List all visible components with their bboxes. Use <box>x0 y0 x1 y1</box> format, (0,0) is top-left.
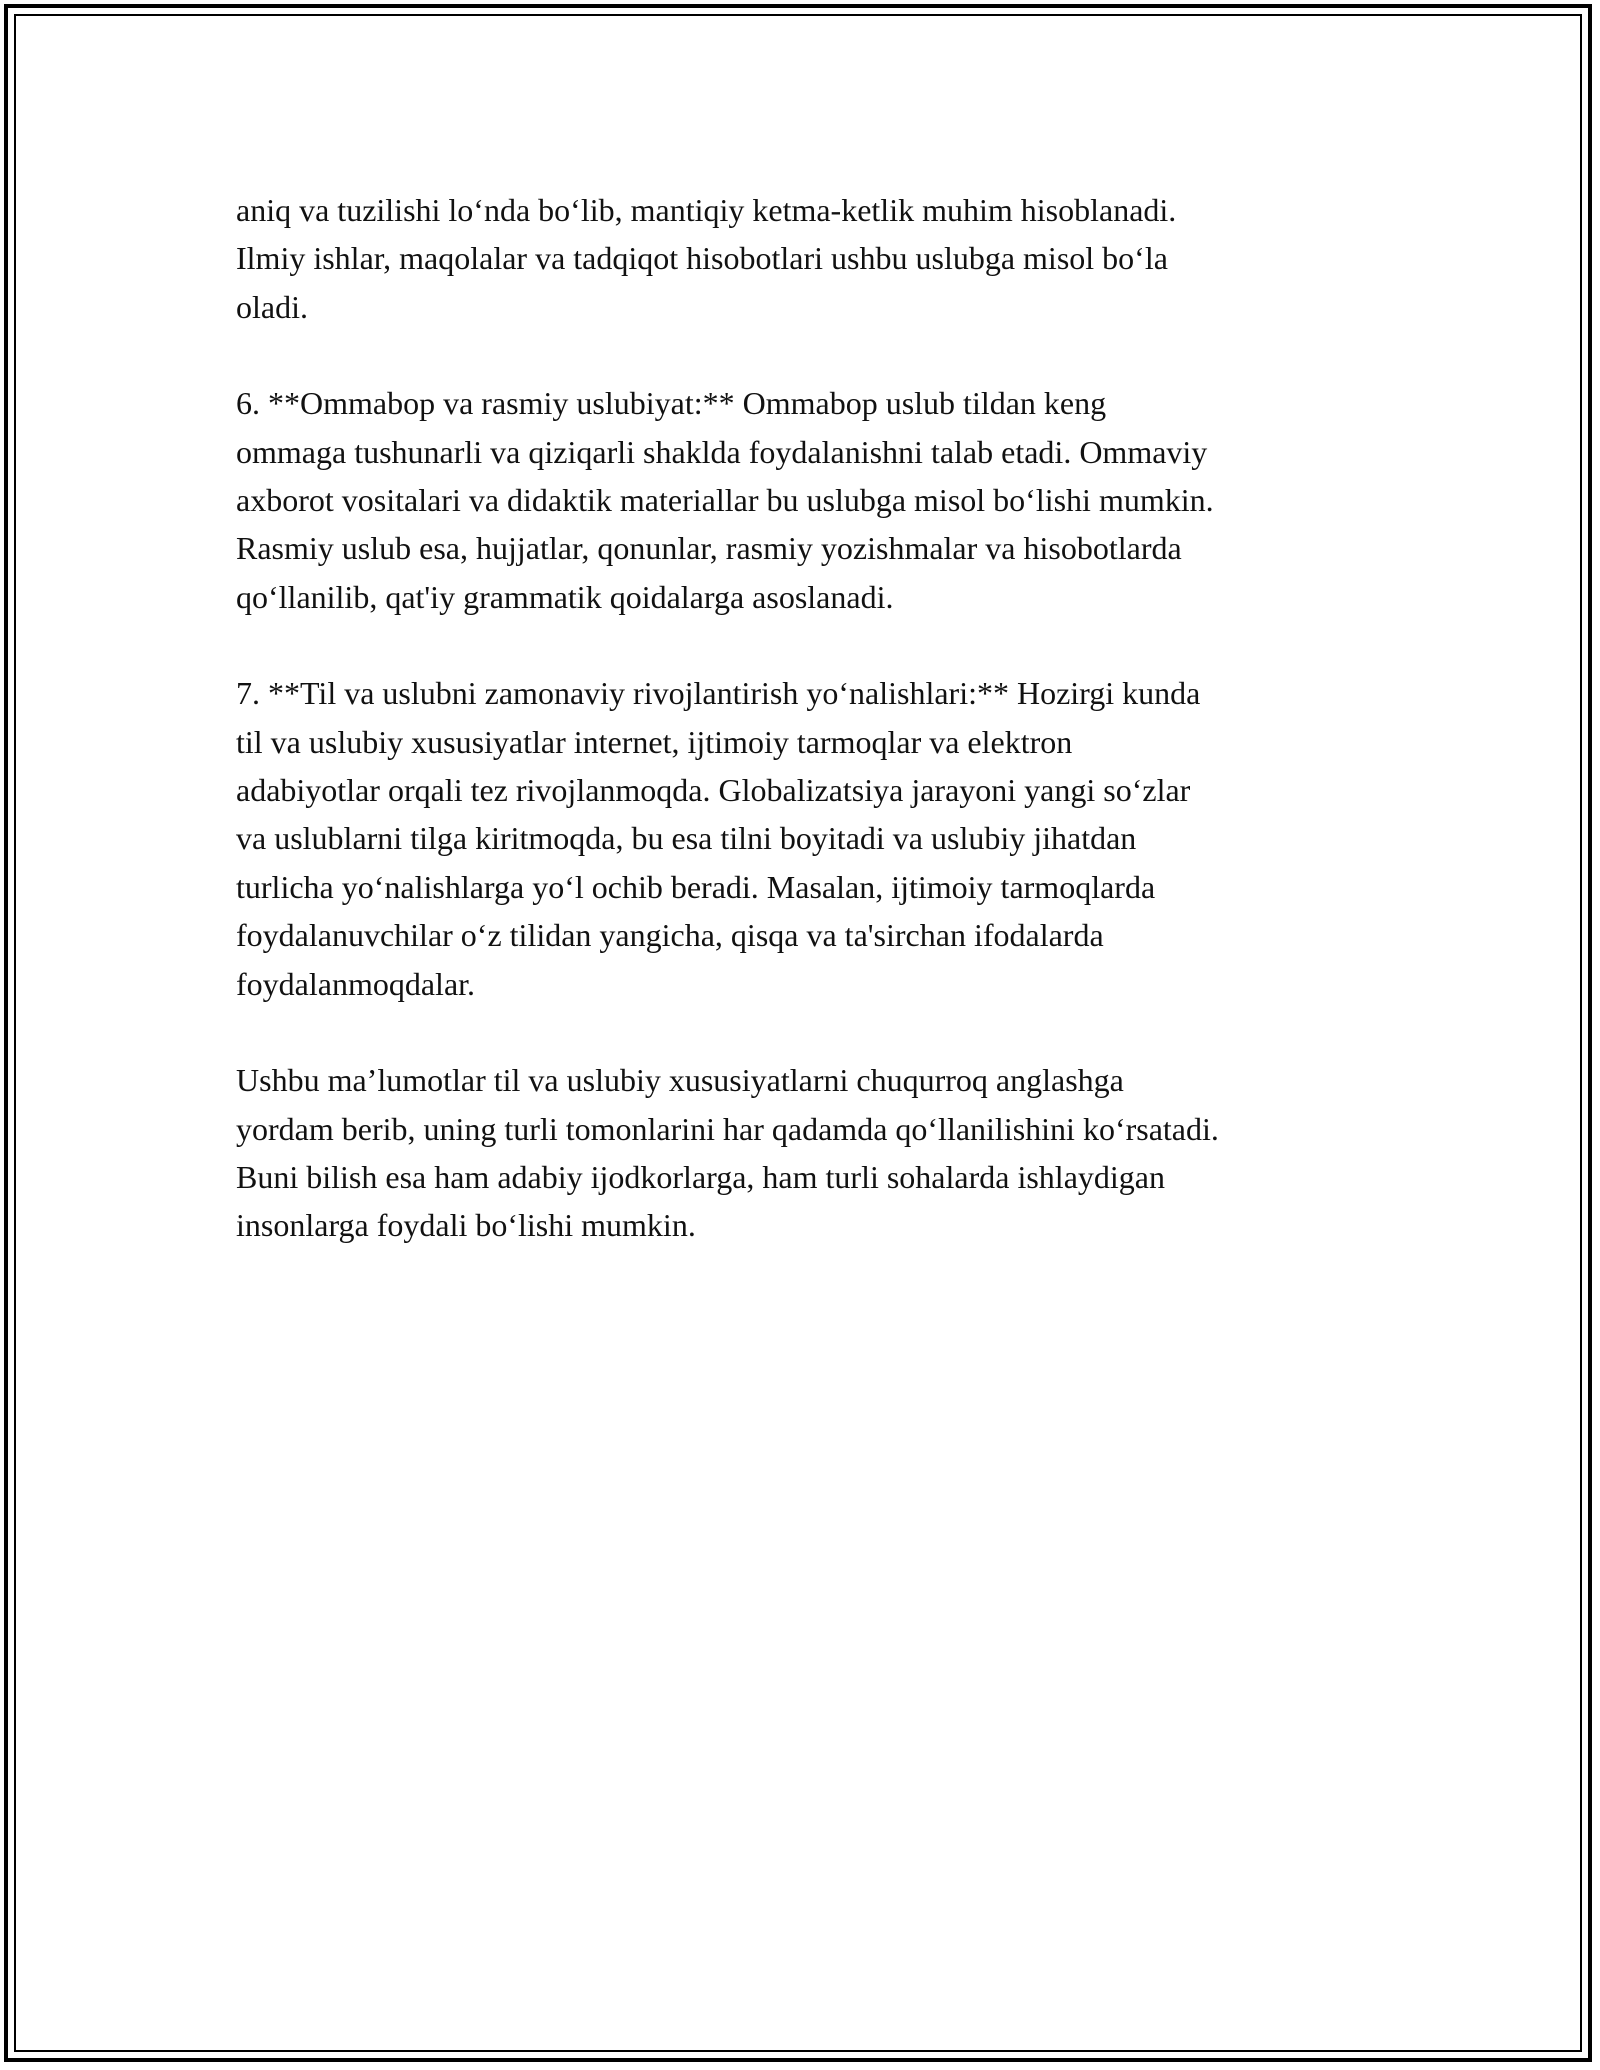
paragraph-popular-official-style <box>236 379 1376 621</box>
text-line: til va uslubiy xususiyatlar internet, ijtimoiy tarmoqlar va elektron <box>236 723 1073 760</box>
text-line: axborot vositalari va didaktik materiallar bu uslubga misol bo‘lishi mumkin. <box>236 482 1214 519</box>
text-line: insonlarga foydali bo‘lishi mumkin. <box>236 1207 696 1244</box>
text-line: qo‘llanilib, qat'iy grammatik qoidalarga asoslanadi. <box>236 578 894 615</box>
text-line: ommaga tushunarli va qiziqarli shaklda foydalanishni talab etadi. Ommaviy <box>236 433 1208 470</box>
text-line: foydalanuvchilar o‘z tilidan yangicha, qisqa va ta'sirchan ifodalarda <box>236 917 1104 954</box>
text-line: 6. **Ommabop va rasmiy uslubiyat:** Ommabop uslub tildan keng <box>236 385 1107 422</box>
text-line: adabiyotlar orqali tez rivojlanmoqda. Globalizatsiya jarayoni yangi so‘zlar <box>236 772 1191 809</box>
text-line: Ushbu ma’lumotlar til va uslubiy xususiyatlarni chuqurroq anglashga <box>236 1062 1124 1099</box>
text-line: 7. **Til va uslubni zamonaviy rivojlantirish yo‘nalishlari:** Hozirgi kunda <box>236 675 1201 712</box>
paragraph-conclusion <box>236 1056 1376 1250</box>
document-body <box>236 186 1376 1298</box>
text-line: oladi. <box>236 288 308 325</box>
text-line: va uslublarni tilga kiritmoqda, bu esa tilni boyitadi va uslubiy jihatdan <box>236 820 1137 857</box>
text-line: foydalanmoqdalar. <box>236 965 476 1002</box>
text-line: Buni bilish esa ham adabiy ijodkorlarga, ham turli sohalarda ishlaydigan <box>236 1158 1165 1195</box>
text-line: yordam berib, uning turli tomonlarini har qadamda qo‘llanilishini ko‘rsatadi. <box>236 1110 1219 1147</box>
paragraph-academic-style-end <box>236 186 1376 331</box>
text-line: aniq va tuzilishi lo‘nda bo‘lib, mantiqiy ketma-ketlik muhim hisoblanadi. <box>236 192 1177 228</box>
text-line: turlicha yo‘nalishlarga yo‘l ochib beradi. Masalan, ijtimoiy tarmoqlarda <box>236 868 1156 905</box>
text-line: Ilmiy ishlar, maqolalar va tadqiqot hisobotlari ushbu uslubga misol bo‘la <box>236 240 1168 277</box>
paragraph-modern-development <box>236 669 1376 1008</box>
text-line: Rasmiy uslub esa, hujjatlar, qonunlar, rasmiy yozishmalar va hisobotlarda <box>236 530 1182 567</box>
